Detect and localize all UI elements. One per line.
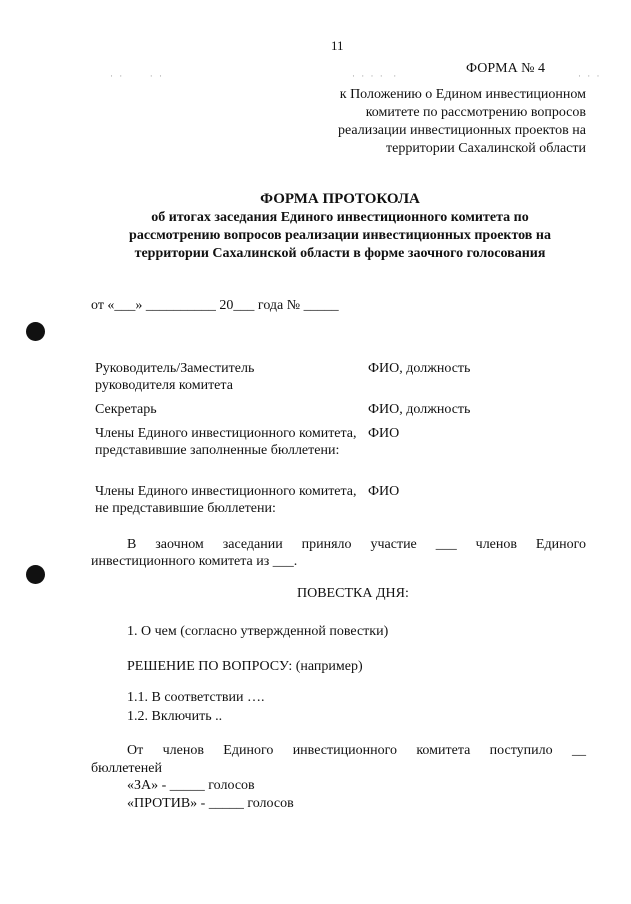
votes-ballots: бюллетеней <box>91 761 162 776</box>
vote-for: «ЗА» - _____ голосов <box>127 778 255 793</box>
title-line: об итогах заседания Единого инвестиционного комитета по <box>151 210 529 225</box>
decision-point: 1.1. В соответствии …. <box>127 690 265 705</box>
participant-role: Члены Единого инвестиционного комитета, представившие заполненные бюллетени: <box>95 426 357 458</box>
regulation-reference <box>300 86 586 158</box>
hole-punch-mark <box>26 565 45 584</box>
date-number-line: от «___» __________ 20___ года № _____ <box>91 298 339 313</box>
votes-intro: От членов Единого инвестиционного комитета поступило __ <box>127 743 586 758</box>
regulation-line: комитете по рассмотрению вопросов <box>365 105 586 120</box>
agenda-heading: ПОВЕСТКА ДНЯ: <box>297 586 409 601</box>
page-number: 11 <box>331 38 344 53</box>
protocol-title <box>60 190 620 263</box>
title-line: территории Сахалинской области в форме заочного голосования <box>134 246 546 261</box>
decision-point: 1.2. Включить .. <box>127 709 223 724</box>
form-number: ФОРМА № 4 <box>466 61 546 76</box>
hole-punch-mark <box>26 322 45 341</box>
decision-heading: РЕШЕНИЕ ПО ВОПРОСУ: (например) <box>127 659 363 674</box>
scan-noise: · · · · · <box>352 71 399 81</box>
participant-value: ФИО <box>368 484 400 499</box>
regulation-line: реализации инвестиционных проектов на <box>338 123 586 138</box>
agenda-item: 1. О чем (согласно утвержденной повестки) <box>127 624 389 639</box>
participant-role: Секретарь <box>95 402 157 417</box>
vote-against: «ПРОТИВ» - _____ голосов <box>127 796 294 811</box>
participant-value: ФИО, должность <box>368 402 471 417</box>
participant-value: ФИО <box>368 426 400 441</box>
title-line: рассмотрению вопросов реализации инвестиционных проектов на <box>129 228 551 243</box>
scan-noise: · · · · <box>110 71 164 81</box>
participation-line: инвестиционного комитета из ___. <box>91 554 298 569</box>
participation-line: В заочном заседании приняло участие ___ членов Единого <box>127 537 586 552</box>
page-title: ФОРМА ПРОТОКОЛА <box>260 191 420 207</box>
participant-value: ФИО, должность <box>368 361 471 376</box>
regulation-line: территории Сахалинской области <box>385 141 586 156</box>
scan-noise: · · · <box>578 71 602 81</box>
regulation-line: к Положению о Едином инвестиционном <box>339 87 586 102</box>
participant-role: Руководитель/Заместитель руководителя комитета <box>95 361 255 393</box>
participant-role: Члены Единого инвестиционного комитета, не представившие бюллетени: <box>95 484 357 516</box>
